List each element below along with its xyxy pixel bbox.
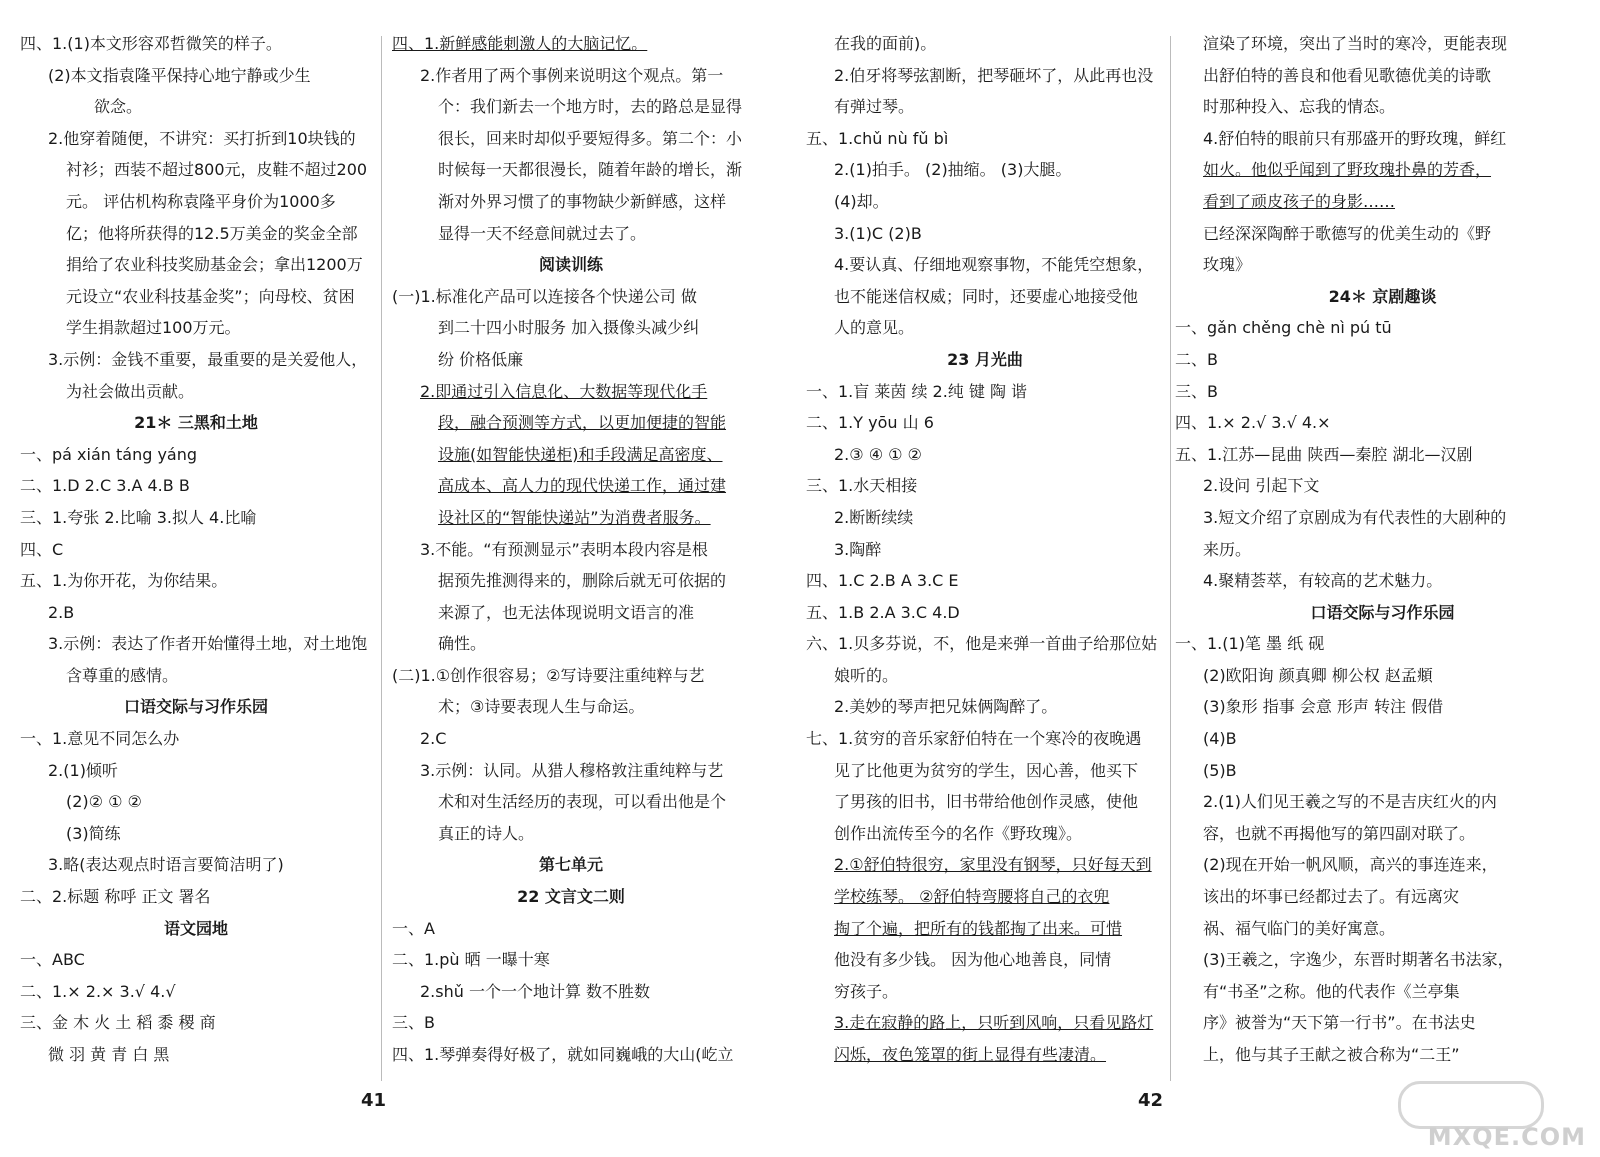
answer-line: 二、2.标题 称呼 正文 署名 bbox=[20, 887, 211, 907]
section-heading: 24＊ 京剧趣谈 bbox=[1328, 286, 1437, 306]
answer-line: 一、pá xián táng yáng bbox=[20, 444, 198, 464]
answer-line: 很长，回来时却似乎要短得多。第二个：小 bbox=[438, 128, 743, 148]
answer-line: 2.C bbox=[420, 729, 447, 749]
answer-line: 设社区的“智能快递站”为消费者服务。 bbox=[438, 507, 711, 527]
answer-line: 三、金 木 火 土 稻 黍 稷 商 bbox=[20, 1013, 216, 1033]
answer-line: 纷 价格低廉 bbox=[438, 349, 524, 369]
answer-line: 欲念。 bbox=[94, 97, 143, 117]
answer-line: 该出的坏事已经都过去了。有远离灾 bbox=[1203, 887, 1460, 907]
answer-line: 他没有多少钱。 因为他心地善良，同情 bbox=[834, 950, 1112, 970]
answer-line: 一、1.(1)笔 墨 纸 砚 bbox=[1175, 634, 1325, 654]
answer-line: 二、B bbox=[1175, 349, 1218, 369]
page-number-left: 41 bbox=[361, 1090, 387, 1111]
section-heading: 第七单元 bbox=[538, 855, 603, 875]
answer-line: 二、1.Y yōu 山 6 bbox=[806, 413, 934, 433]
answer-line: (2)本文指袁隆平保持心地宁静或少生 bbox=[48, 65, 311, 85]
answer-line: (2)欧阳询 颜真卿 柳公权 赵孟頫 bbox=[1203, 665, 1433, 685]
answer-line: 有“书圣”之称。他的代表作《兰亭集 bbox=[1203, 981, 1460, 1001]
column-2 bbox=[392, 28, 750, 1071]
answer-line: 六、1.贝多芬说，不，他是来弹一首曲子给那位姑 bbox=[806, 634, 1158, 654]
answer-line: 一、1.盲 莱茵 续 2.纯 键 陶 谐 bbox=[806, 381, 1028, 401]
answer-line: 七、1.贫穷的音乐家舒伯特在一个寒冷的夜晚遇 bbox=[806, 729, 1142, 749]
answer-line: 衬衫；西装不超过800元，皮鞋不超过200 bbox=[66, 160, 368, 180]
section-heading: 23 月光曲 bbox=[947, 349, 1023, 369]
answer-line: 2.(1)拍手。 (2)抽缩。 (3)大腿。 bbox=[834, 160, 1072, 180]
section-heading: 语文园地 bbox=[163, 918, 228, 938]
answer-line: 来历。 bbox=[1203, 539, 1252, 559]
answer-line: 也不能迷信权威；同时，还要虚心地接受他 bbox=[834, 286, 1139, 306]
answer-line: 一、ABC bbox=[20, 950, 85, 970]
answer-line: 渲染了环境，突出了当时的寒冷，更能表现 bbox=[1203, 34, 1508, 53]
section-heading: 口语交际与习作乐园 bbox=[123, 697, 268, 717]
answer-line: 元设立“农业科技基金奖”；向母校、贫困 bbox=[66, 286, 355, 306]
answer-line: 3.略(表达观点时语言要简洁明了) bbox=[48, 855, 284, 875]
answer-line: 2.B bbox=[48, 602, 75, 622]
answer-line: 人的意见。 bbox=[834, 318, 915, 338]
answer-line: 2.伯牙将琴弦割断，把琴砸坏了，从此再也没 bbox=[834, 65, 1154, 85]
answer-line: 创作出流传至今的名作《野玫瑰》。 bbox=[834, 823, 1083, 843]
answer-line: 五、1.江苏—昆曲 陕西—秦腔 湖北—汉剧 bbox=[1175, 444, 1473, 464]
section-heading: 口语交际与习作乐园 bbox=[1310, 602, 1455, 622]
column-1 bbox=[20, 28, 372, 1071]
answer-line: 2.设问 引起下文 bbox=[1203, 476, 1320, 496]
answer-line: 三、B bbox=[1175, 381, 1218, 401]
answer-line: 2.(1)人们见王羲之写的不是吉庆红火的内 bbox=[1203, 792, 1497, 812]
answer-line: 捐给了农业科技奖励基金会；拿出1200万 bbox=[66, 255, 363, 275]
answer-line: 闪烁，夜色笼罩的街上显得有些凄清。 bbox=[834, 1045, 1107, 1064]
answer-line: 2.shǔ 一个一个地计算 数不胜数 bbox=[420, 981, 651, 1001]
answer-line: 2.他穿着随便，不讲究：买打折到10块钱的 bbox=[48, 128, 356, 148]
answer-line: 3.示例：表达了作者开始懂得土地，对土地饱 bbox=[48, 634, 368, 654]
answer-line: (2)现在开始一帆风顺，高兴的事连连来， bbox=[1203, 855, 1498, 875]
answer-line: (3)象形 指事 会意 形声 转注 假借 bbox=[1203, 697, 1444, 717]
answer-line: 2.(1)倾听 bbox=[48, 760, 118, 780]
answer-line: (一)1.标准化产品可以连接各个快递公司 做 bbox=[392, 286, 697, 306]
answer-line: (3)简练 bbox=[66, 823, 121, 843]
answer-line: 2.即通过引入信息化、大数据等现代化手 bbox=[420, 381, 708, 401]
answer-line: 四、1.C 2.B A 3.C E bbox=[806, 571, 959, 591]
answer-line: 有弹过琴。 bbox=[834, 97, 915, 117]
answer-line: 一、1.意见不同怎么办 bbox=[20, 729, 180, 749]
answer-line: 3.(1)C (2)B bbox=[834, 223, 922, 243]
answer-line: 2.美妙的琴声把兄妹俩陶醉了。 bbox=[834, 697, 1058, 717]
answer-line: 4.聚精荟萃，有较高的艺术魅力。 bbox=[1203, 571, 1443, 591]
column-divider-right bbox=[1170, 36, 1171, 1081]
answer-line: 二、1.× 2.× 3.√ 4.√ bbox=[20, 981, 176, 1001]
watermark-logo bbox=[1376, 1081, 1586, 1151]
answer-line: 五、1.B 2.A 3.C 4.D bbox=[806, 602, 960, 622]
answer-line: 真正的诗人。 bbox=[438, 823, 535, 843]
watermark-site-text: MXQE.COM bbox=[1427, 1123, 1586, 1151]
answer-line: 上，他与其子王献之被合称为“二王” bbox=[1203, 1045, 1460, 1064]
answer-line: 2.断断续续 bbox=[834, 507, 914, 527]
answer-line: (5)B bbox=[1203, 760, 1237, 780]
answer-line: 三、B bbox=[392, 1013, 435, 1033]
answer-line: 在我的面前)。 bbox=[834, 34, 937, 53]
answer-line: 娘听的。 bbox=[834, 665, 899, 685]
answer-line: 3.示例：金钱不重要，最重要的是关爱他人， bbox=[48, 349, 368, 369]
answer-line: 时那种投入、忘我的情态。 bbox=[1203, 97, 1396, 117]
answer-line: 二、1.D 2.C 3.A 4.B B bbox=[20, 476, 190, 496]
answer-line: 五、1.chǔ nù fǔ bì bbox=[806, 128, 949, 148]
answer-line: 元。 评估机构称袁隆平身价为1000多 bbox=[66, 191, 336, 211]
answer-line: 容，也就不再揭他写的第四副对联了。 bbox=[1203, 823, 1476, 843]
answer-line: 术；③诗要表现人生与命运。 bbox=[438, 697, 645, 717]
answer-line: 设施(如智能快递柜)和手段满足高密度、 bbox=[438, 444, 723, 464]
answer-line: 学生捐款超过100万元。 bbox=[66, 318, 241, 338]
answer-line: 3.陶醉 bbox=[834, 539, 882, 559]
answer-line: 个：我们新去一个地方时，去的路总是显得 bbox=[438, 97, 743, 117]
watermark-badge-icon bbox=[1398, 1081, 1544, 1129]
answer-line: 时候每一天都很漫长，随着年龄的增长，渐 bbox=[438, 160, 743, 180]
answer-line: 3.示例：认同。从猎人穆格敦注重纯粹与艺 bbox=[420, 760, 724, 780]
answer-line: 高成本、高人力的现代快递工作，通过建 bbox=[438, 476, 727, 496]
column-3 bbox=[806, 28, 1164, 1071]
answer-line: 含尊重的感情。 bbox=[66, 665, 179, 685]
answer-line: 掏了个遍，把所有的钱都掏了出来。可惜 bbox=[834, 918, 1123, 938]
answer-line: 为社会做出贡献。 bbox=[66, 381, 195, 401]
answer-line: 2.作者用了两个事例来说明这个观点。第一 bbox=[420, 65, 724, 85]
answer-line: 祸、福气临门的美好寓意。 bbox=[1203, 918, 1396, 938]
section-heading: 21＊ 三黑和土地 bbox=[134, 413, 258, 433]
answer-line: 四、C bbox=[20, 539, 64, 559]
answer-line: (4)B bbox=[1203, 729, 1237, 749]
answer-line: 来源了，也无法体现说明文语言的准 bbox=[438, 602, 695, 622]
answer-line: 四、1.(1)本文形容邓哲微笑的样子。 bbox=[20, 34, 282, 53]
answer-line: (4)却。 bbox=[834, 191, 889, 211]
answer-line: 段，融合预测等方式，以更加便捷的智能 bbox=[438, 413, 727, 433]
answer-line: 显得一天不经意间就过去了。 bbox=[438, 223, 647, 243]
answer-line: 四、1.琴弹奏得好极了，就如同巍峨的大山(屹立 bbox=[392, 1045, 734, 1064]
answer-line: 一、gǎn chěng chè nì pú tū bbox=[1175, 318, 1392, 338]
answer-line: 出舒伯特的善良和他看见歌德优美的诗歌 bbox=[1203, 65, 1492, 85]
answer-line: 术和对生活经历的表现，可以看出他是个 bbox=[438, 792, 727, 812]
answer-line: 4.要认真、仔细地观察事物，不能凭空想象， bbox=[834, 255, 1154, 275]
section-heading: 22 文言文二则 bbox=[517, 887, 625, 907]
answer-line: 看到了顽皮孩子的身影…… bbox=[1203, 191, 1396, 211]
column-divider-left bbox=[381, 36, 382, 1081]
answer-line: 到二十四小时服务 加入摄像头减少纠 bbox=[438, 318, 700, 338]
section-heading: 阅读训练 bbox=[538, 255, 603, 275]
answer-line: 3.不能。“有预测显示”表明本段内容是根 bbox=[420, 539, 708, 559]
answer-line: 3.短文介绍了京剧成为有代表性的大剧种的 bbox=[1203, 507, 1507, 527]
answer-line: 玫瑰》 bbox=[1203, 255, 1252, 275]
answer-line: 二、1.pù 晒 一曝十寒 bbox=[392, 950, 550, 970]
answer-line: 学校练琴。 ②舒伯特弯腰将自己的衣兜 bbox=[834, 887, 1110, 907]
answer-line: (二)1.①创作很容易；②写诗要注重纯粹与艺 bbox=[392, 665, 705, 685]
answer-line: 渐对外界习惯了的事物缺少新鲜感，这样 bbox=[438, 191, 727, 211]
answer-line: 3.走在寂静的路上，只听到风响，只看见路灯 bbox=[834, 1013, 1154, 1033]
answer-line: 三、1.水天相接 bbox=[806, 476, 918, 496]
answer-line: 四、1.新鲜感能刺激人的大脑记忆。 bbox=[392, 34, 648, 53]
answer-line: 四、1.× 2.√ 3.√ 4.× bbox=[1175, 413, 1331, 433]
answer-line: 穷孩子。 bbox=[834, 981, 899, 1001]
answer-line: 已经深深陶醉于歌德写的优美生动的《野 bbox=[1203, 223, 1492, 243]
answer-line: 2.③ ④ ① ② bbox=[834, 444, 922, 464]
answer-line: 如火。他似乎闻到了野玫瑰扑鼻的芳香， bbox=[1203, 160, 1492, 180]
answer-line: 确性。 bbox=[438, 634, 487, 654]
answer-line: 据预先推测得来的，删除后就无可依据的 bbox=[438, 571, 727, 591]
answer-line: 序》被誉为“天下第一行书”。在书法史 bbox=[1203, 1013, 1476, 1033]
answer-line: 一、A bbox=[392, 918, 435, 938]
answer-line: 4.舒伯特的眼前只有那盛开的野玫瑰，鲜红 bbox=[1203, 128, 1507, 148]
answer-line: (2)② ① ② bbox=[66, 792, 142, 812]
answer-line: 微 羽 黄 青 白 黑 bbox=[48, 1045, 170, 1064]
column-4 bbox=[1175, 28, 1590, 1071]
answer-line: 了男孩的旧书，旧书带给他创作灵感，使他 bbox=[834, 792, 1139, 812]
page-number-right: 42 bbox=[1138, 1090, 1164, 1111]
answer-line: 见了比他更为贫穷的学生，因心善，他买下 bbox=[834, 760, 1139, 780]
answer-line: 五、1.为你开花，为你结果。 bbox=[20, 571, 228, 591]
answer-line: 亿；他将所获得的12.5万美金的奖金全部 bbox=[66, 223, 358, 243]
answer-line: 三、1.夸张 2.比喻 3.拟人 4.比喻 bbox=[20, 507, 257, 527]
answer-line: (3)王羲之，字逸少，东晋时期著名书法家， bbox=[1203, 950, 1514, 970]
answer-line: 2.①舒伯特很穷，家里没有钢琴，只好每天到 bbox=[834, 855, 1152, 875]
